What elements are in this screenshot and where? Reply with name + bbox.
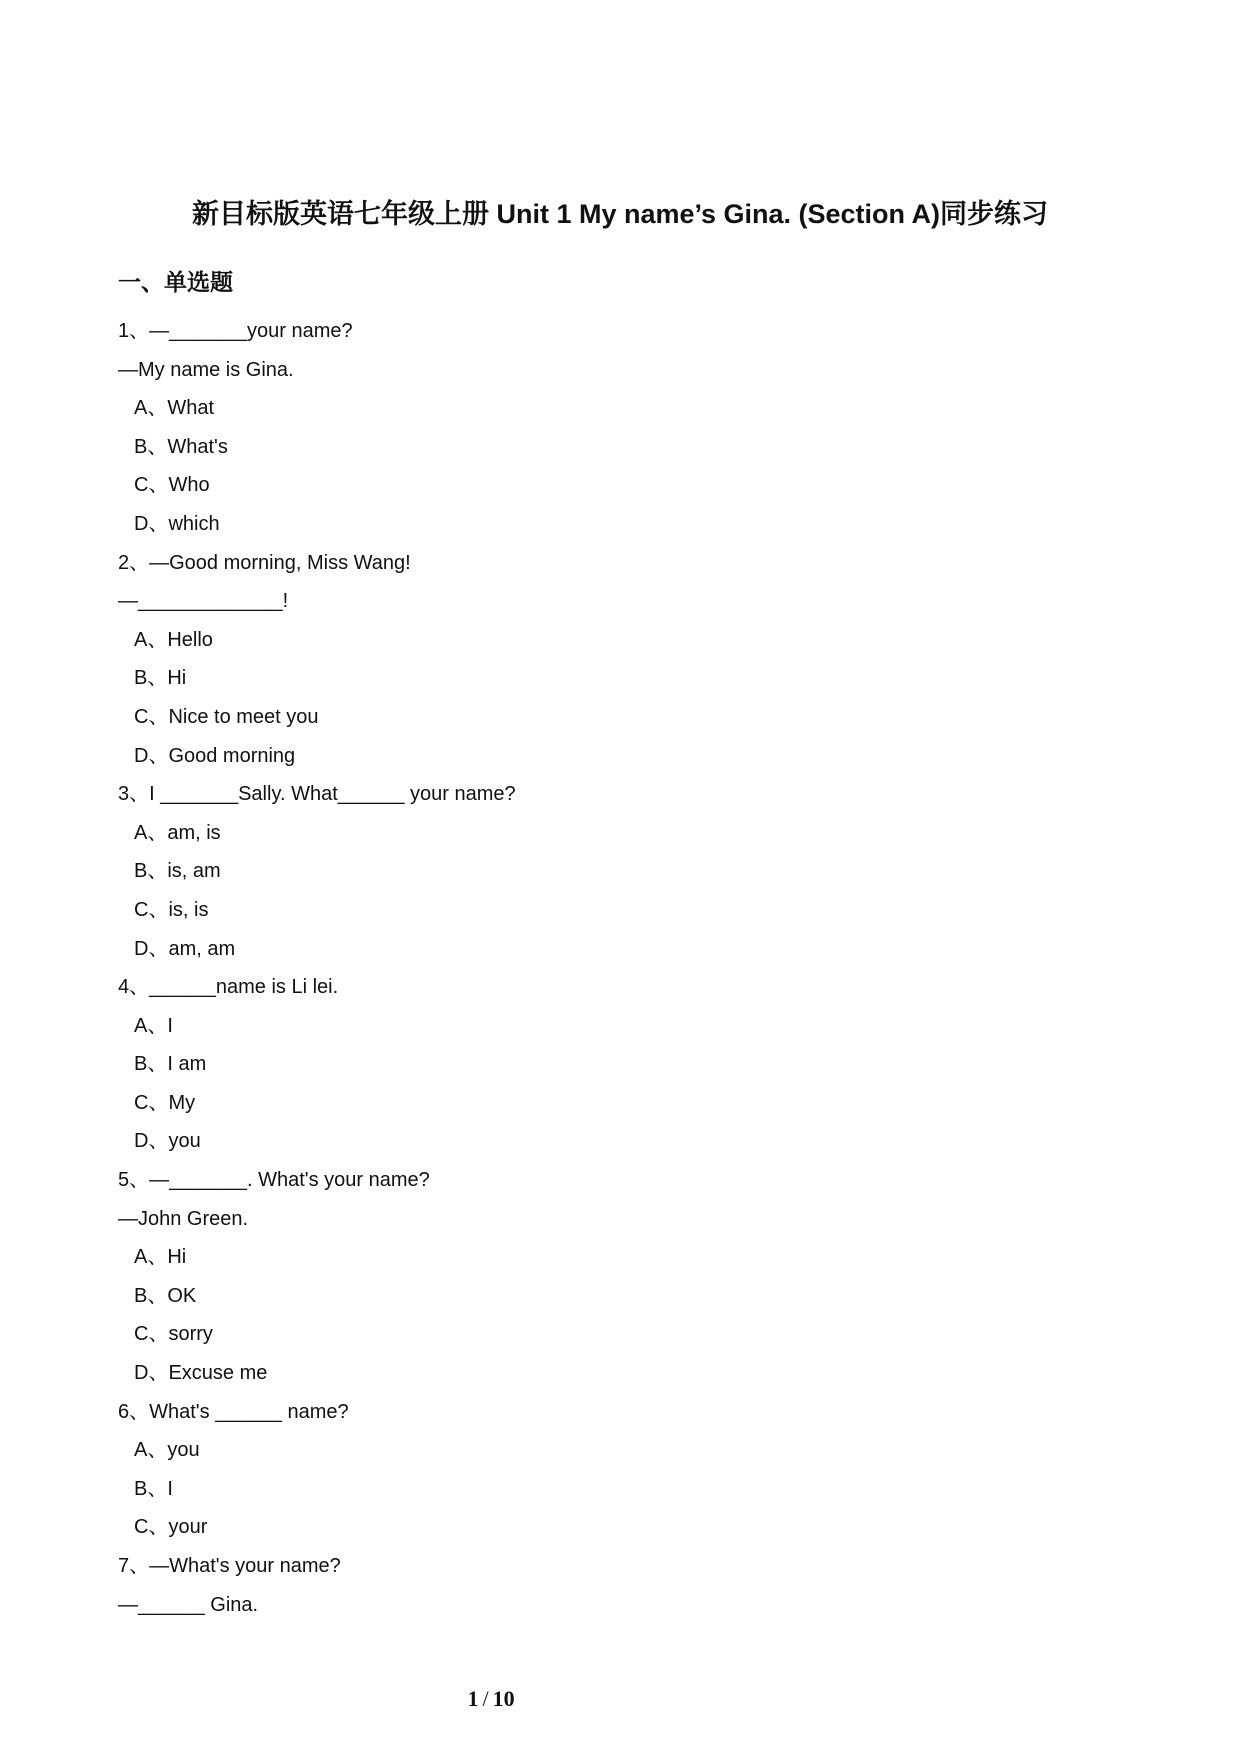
answer-option: A、you xyxy=(134,1439,200,1462)
question-stem: 1、—_______your name? xyxy=(118,320,353,342)
answer-option: B、What's xyxy=(134,435,228,458)
answer-option: B、Hi xyxy=(134,667,187,690)
answer-option: B、is, am xyxy=(134,860,221,883)
answer-option: C、My xyxy=(134,1091,196,1114)
answer-option: D、which xyxy=(134,512,220,535)
page-current: 1 xyxy=(467,1686,479,1711)
question-item xyxy=(118,968,1118,1161)
question-item xyxy=(118,1393,1118,1547)
question-item xyxy=(118,312,1118,544)
answer-option: B、I am xyxy=(134,1053,207,1076)
answer-option: D、am, am xyxy=(134,937,236,960)
question-stem: 4、______name is Li lei. xyxy=(118,976,339,999)
question-stem: 6、What's ______ name? xyxy=(118,1400,349,1423)
answer-option: D、Excuse me xyxy=(134,1362,268,1385)
question-item xyxy=(118,1161,1118,1393)
answer-option: D、you xyxy=(134,1130,201,1153)
answer-option: D、Good morning xyxy=(134,744,296,767)
answer-option: A、Hi xyxy=(134,1246,187,1269)
answer-option: C、Nice to meet you xyxy=(134,705,319,728)
document-title: 新目标版英语七年级上册 Unit 1 My name’s Gina. (Section A)同步练习 xyxy=(191,199,1049,229)
page-number xyxy=(0,1684,982,1714)
answer-option: A、What xyxy=(134,397,215,420)
answer-option: C、Who xyxy=(134,474,210,497)
question-stem: 7、—What's your name? xyxy=(118,1555,341,1577)
question-dialogue-line: —My name is Gina. xyxy=(118,358,294,381)
answer-option: A、am, is xyxy=(134,821,221,844)
answer-option: C、sorry xyxy=(134,1323,213,1346)
section-heading: 一、单选题 xyxy=(118,269,233,295)
question-stem: 5、—_______. What's your name? xyxy=(118,1169,430,1192)
answer-option: B、OK xyxy=(134,1284,197,1307)
question-item xyxy=(118,775,1118,968)
question-list xyxy=(118,312,1118,1624)
question-item xyxy=(118,544,1118,776)
answer-option: A、I xyxy=(134,1014,173,1037)
answer-option: C、is, is xyxy=(134,898,209,921)
answer-option: B、I xyxy=(134,1477,173,1500)
answer-option: A、Hello xyxy=(134,628,213,651)
page-separator: / xyxy=(482,1686,489,1711)
question-stem: 2、—Good morning, Miss Wang! xyxy=(118,551,411,574)
question-item xyxy=(118,1547,1118,1624)
answer-option: C、your xyxy=(134,1516,208,1539)
question-dialogue-line: —_____________! xyxy=(118,590,289,613)
page-total: 10 xyxy=(492,1686,515,1711)
question-stem: 3、I _______Sally. What______ your name? xyxy=(118,783,516,806)
question-dialogue-line: —John Green. xyxy=(118,1207,249,1230)
question-dialogue-line: —______ Gina. xyxy=(118,1593,259,1616)
